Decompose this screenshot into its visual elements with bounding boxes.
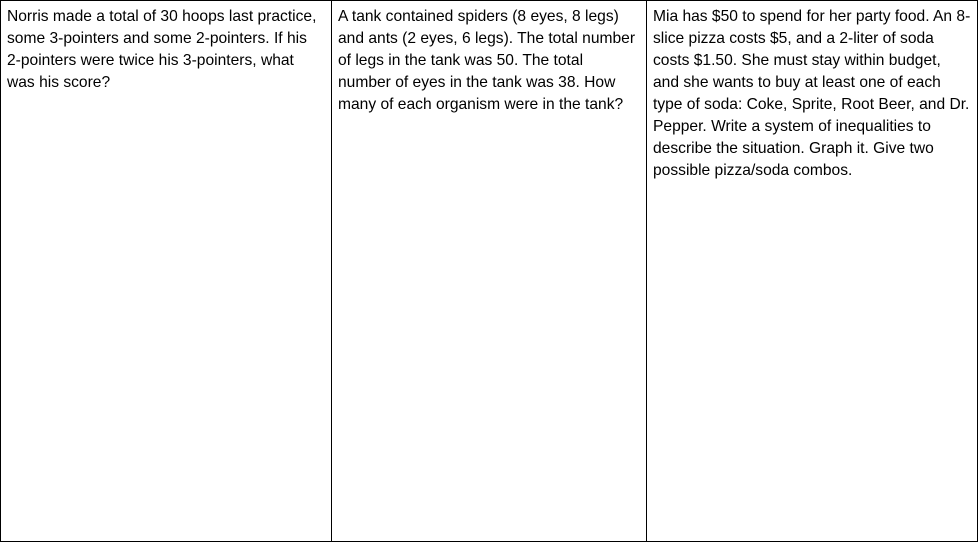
problem-text-hoops: Norris made a total of 30 hoops last practice, some 3-pointers and some 2-pointers. If his 2-pointers were twice his 3-pointers, what was his score? xyxy=(7,8,317,91)
problem-text-tank: A tank contained spiders (8 eyes, 8 legs) and ants (2 eyes, 6 legs). The total number of legs in the tank was 50. The total number of eyes in the tank was 38. How many of each organism were in the tank? xyxy=(338,8,636,113)
problem-cell-tank xyxy=(332,1,647,542)
problem-cell-party-food xyxy=(647,1,978,542)
problem-text-party-food: Mia has $50 to spend for her party food. An 8-slice pizza costs $5, and a 2-liter of soda costs $1.50. She must stay within budget, and she wants to buy at least one of each type of soda: Coke, Sprite, Root Beer, and Dr. Pepper. Write a system of inequalities to describe the situation. Graph it. Give two possible pizza/soda combos. xyxy=(653,8,971,179)
table-row xyxy=(1,1,978,542)
problem-cell-hoops xyxy=(1,1,332,542)
